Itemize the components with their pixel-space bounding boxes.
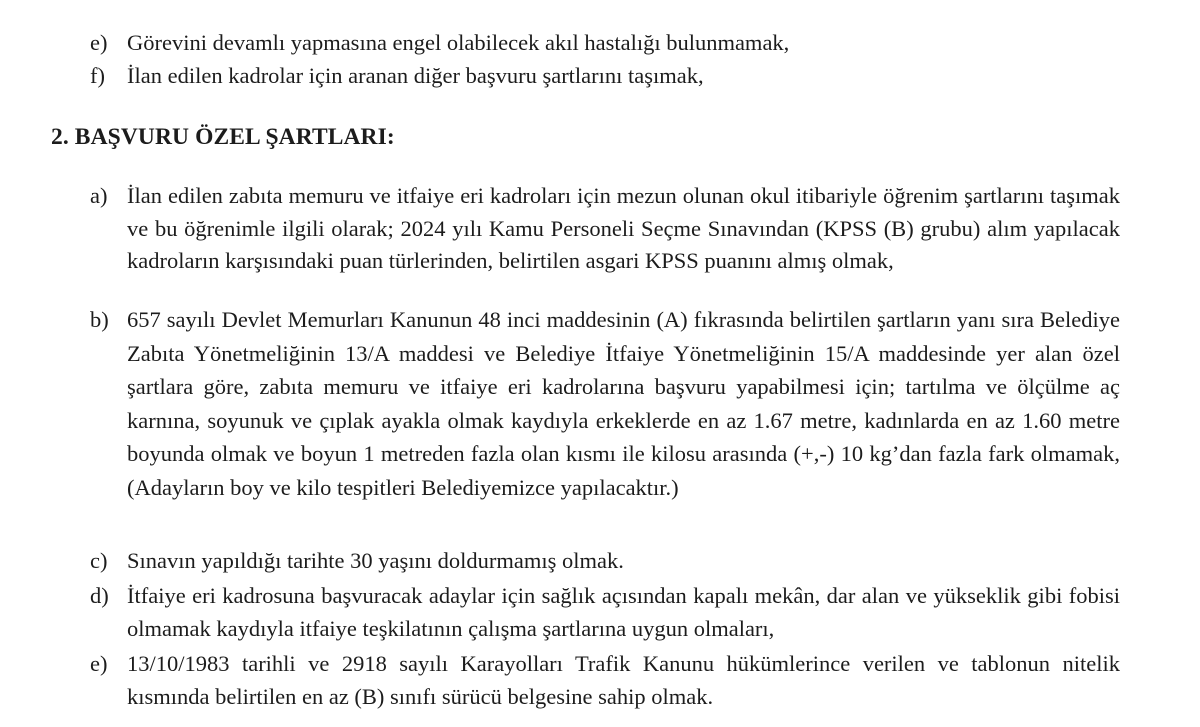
- list-item-text: İlan edilen kadrolar için aranan diğer başvuru şartlarını taşımak,: [127, 63, 704, 88]
- list-item: [90, 545, 1120, 578]
- list-marker: e): [90, 651, 108, 676]
- list-marker: a): [90, 183, 108, 208]
- list-item-text: İtfaiye eri kadrosuna başvuracak adaylar için sağlık açısından kapalı mekân, dar alan ve yükseklik gibi fobisi olmamak kaydıyla itfaiye teşkilatının çalışma şartlarına uygun olmaları,: [127, 583, 1120, 641]
- list-item: [90, 60, 1120, 93]
- list-marker: d): [90, 583, 109, 608]
- list-item-text: İlan edilen zabıta memuru ve itfaiye eri kadroları için mezun olunan okul itibariyle öğrenim şartlarını taşımak ve bu öğrenimle ilgili olarak; 2024 yılı Kamu Personeli Seçme Sınavından (KPSS (B) grubu) alım yapılacak kadroların karşısındaki puan türlerinden, belirtilen asgari KPSS puanını almış olmak,: [127, 183, 1120, 273]
- list-marker: f): [90, 63, 105, 88]
- list-item-text: 657 sayılı Devlet Memurları Kanunun 48 inci maddesinin (A) fıkrasında belirtilen şartların yanı sıra Belediye Zabıta Yönetmeliğinin 13/A maddesi ve Belediye İtfaiye Yönetmeliğinin 15/A maddesinde yer alan özel şartlara göre, zabıta memuru ve itfaiye eri kadrolarına başvuru yapabilmesi için; tartılma ve ölçülme aç karnına, soyunuk ve çıplak ayakla olmak kaydıyla erkeklerde en az 1.67 metre, kadınlarda en az 1.60 metre boyunda olmak ve boyun 1 metreden fazla olan kısmı ile kilosu arasında (+,-) 10 kg’dan fazla fark olmamak, (Adayların boy ve kilo tespitleri Belediyemizce yapılacaktır.): [127, 307, 1120, 500]
- list-marker: b): [90, 307, 109, 332]
- list-marker: c): [90, 548, 108, 573]
- list-item: [90, 180, 1120, 278]
- list-item-text: Görevini devamlı yapmasına engel olabilecek akıl hastalığı bulunmamak,: [127, 30, 790, 55]
- list-item-text: Sınavın yapıldığı tarihte 30 yaşını doldurmamış olmak.: [127, 548, 624, 573]
- list-item: [90, 648, 1120, 713]
- list-item: [90, 303, 1120, 504]
- list-item: [90, 27, 1120, 60]
- list-marker: e): [90, 30, 108, 55]
- list-item-text: 13/10/1983 tarihli ve 2918 sayılı Karayolları Trafik Kanunu hükümlerince verilen ve tablonun nitelik kısmında belirtilen en az (B) sınıfı sürücü belgesine sahip olmak.: [127, 651, 1120, 709]
- section-heading: 2. BAŞVURU ÖZEL ŞARTLARI:: [51, 124, 395, 150]
- list-item: [90, 580, 1120, 645]
